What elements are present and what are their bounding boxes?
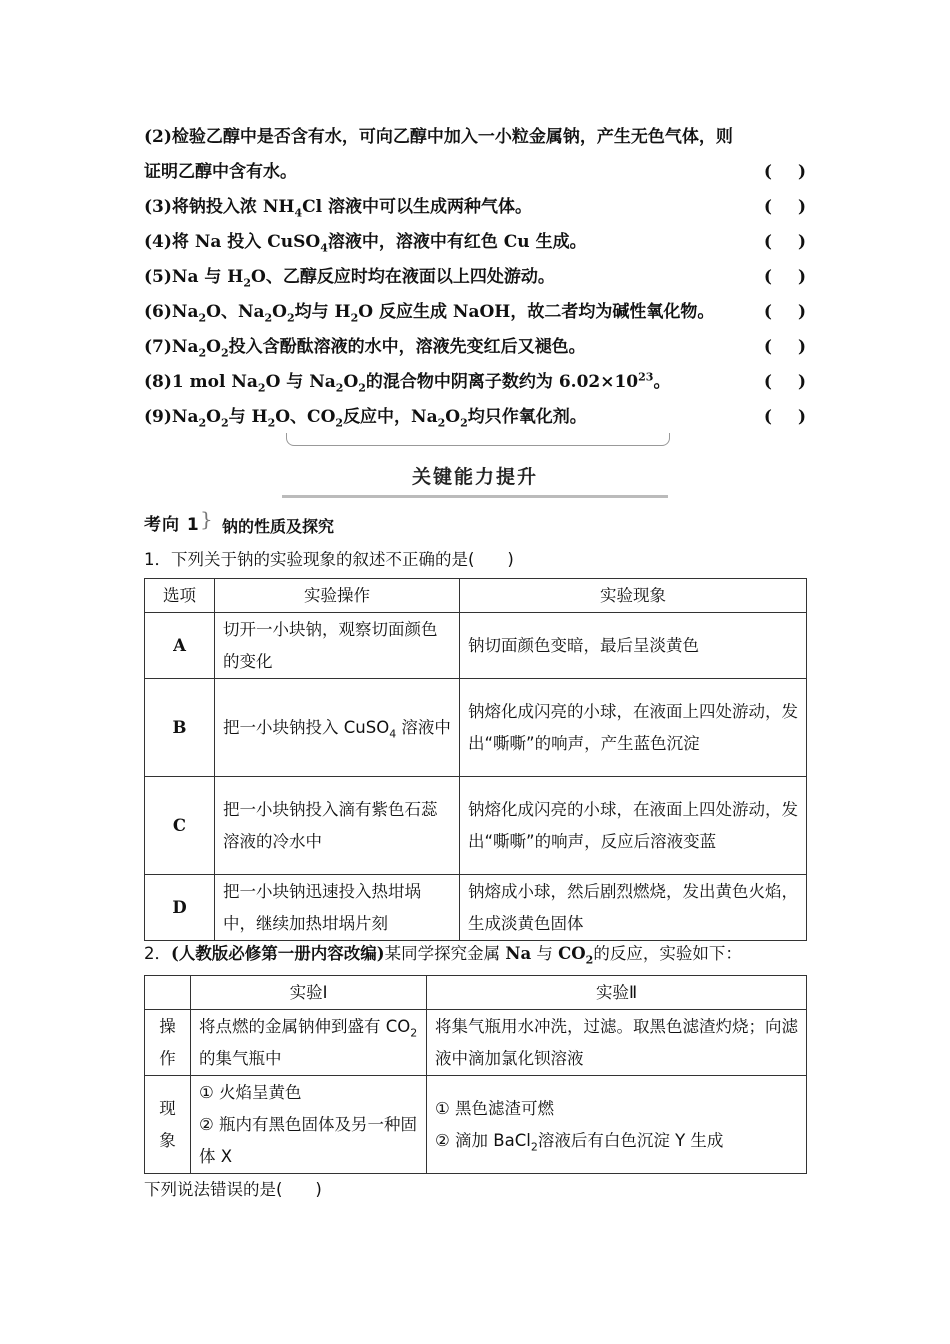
judgment-9: $(9)Na_2O_2$与 $H_2O$、$CO_2$反应中，$Na_2O_2$均只作氧化剂。 ( ) (144, 407, 806, 430)
table-header: 实验Ⅰ (191, 976, 427, 1010)
kao-title: 钠的性质及探究 (222, 517, 335, 536)
judgment-2-cont: 证明乙醇中含有水。 ( ) (144, 162, 806, 182)
question-1-table (144, 578, 807, 941)
question-2-stem: 2．(人教版必修第一册内容改编)某同学探究金属 Na 与 $CO_2$的反应，实验如下： (144, 944, 742, 967)
judgment-5: (5)Na 与 $H_2O$、乙醇反应时均在液面以上四处游动。 ( ) (144, 267, 806, 290)
table-row: A 切开一小块钠，观察切面颜色的变化 钠切面颜色变暗，最后呈淡黄色 (145, 613, 807, 679)
table-row: C 把一小块钠投入滴有紫色石蕊溶液的冷水中 钠熔化成闪亮的小球，在液面上四处游动，发出“嘶嘶”的响声，反应后溶液变蓝 (145, 777, 807, 875)
table-row: D 把一小块钠迅速投入热坩埚中，继续加热坩埚片刻 钠熔成小球，然后剧烈燃烧，发出黄色火焰，生成淡黄色固体 (145, 875, 807, 941)
judgment-8: (8)1 mol $Na_2O$ 与 $Na_2O_2$的混合物中阴离子数约为 $6.02\times 10^{23}$。 ( ) (144, 370, 806, 395)
kao-tag: 考向 1 (144, 515, 200, 535)
table-header: 实验Ⅱ (427, 976, 807, 1010)
question-2-table (144, 975, 807, 1174)
table-header: 实验现象 (460, 579, 807, 613)
table-header: 实验操作 (215, 579, 460, 613)
table-row: 操 作 将点燃的金属钠伸到盛有 $CO_2$的集气瓶中 将集气瓶用水冲洗，过滤。取黑色滤渣灼烧；向滤液中滴加氯化钡溶液 (145, 1010, 807, 1076)
table-header (145, 976, 191, 1010)
table-row: B 把一小块钠投入 CuSO$_4$ 溶液中 钠熔化成闪亮的小球，在液面上四处游动，发出“嘶嘶”的响声，产生蓝色沉淀 (145, 679, 807, 777)
judgment-3: (3)将钠投入浓 $NH_4Cl$ 溶液中可以生成两种气体。 ( ) (144, 197, 806, 220)
table-header: 选项 (145, 579, 215, 613)
brace-icon: } (200, 507, 213, 531)
judgment-7: $(7)Na_2O_2$投入含酚酞溶液的水中，溶液先变红后又褪色。 ( ) (144, 337, 806, 360)
section-rule (282, 495, 668, 498)
section-divider (286, 433, 670, 446)
section-title: 关键能力提升 (411, 466, 538, 488)
judgment-2: (2)检验乙醇中是否含有水，可向乙醇中加入一小粒金属钠，产生无色气体，则 (144, 127, 733, 147)
question-2-tail: 下列说法错误的是( ) (144, 1180, 322, 1199)
question-1-stem: 1．下列关于钠的实验现象的叙述不正确的是( ) (144, 550, 514, 569)
judgment-4: (4)将 Na 投入 CuSO$_4$溶液中，溶液中有红色 Cu 生成。 ( ) (144, 232, 806, 255)
table-row: 现 象 ① 火焰呈黄色 ② 瓶内有黑色固体及另一种固体 X ① 黑色滤渣可燃 ② 滴加 BaCl$_2$溶液后有白色沉淀 Y 生成 (145, 1076, 807, 1174)
judgment-6: $(6)Na_2O$、$Na_2O_2$均与 $H_2O$ 反应生成 NaOH，故二者均为碱性氧化物。 ( ) (144, 302, 806, 325)
